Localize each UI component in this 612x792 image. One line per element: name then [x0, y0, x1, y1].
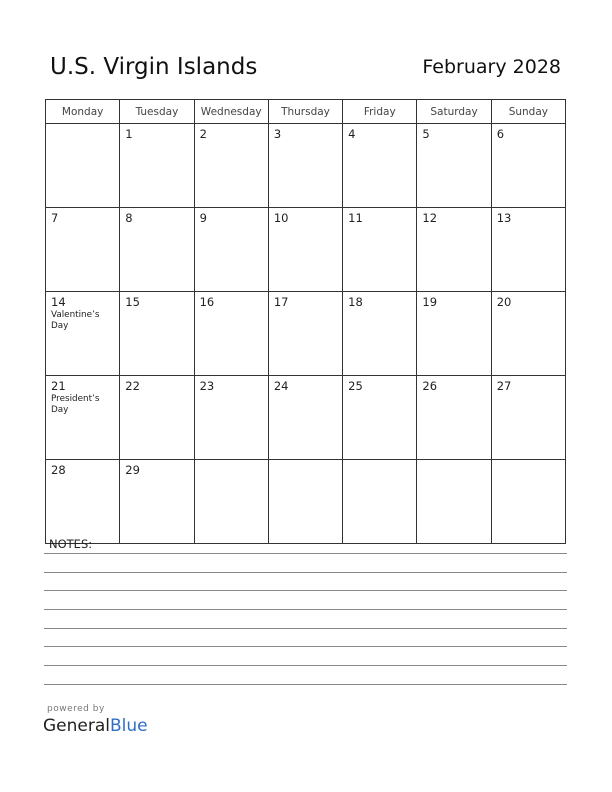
day-cell — [417, 460, 491, 544]
day-cell — [491, 124, 565, 208]
day-cell — [46, 124, 120, 208]
notes-label: NOTES: — [49, 537, 93, 551]
day-number: 6 — [496, 127, 505, 141]
day-cell — [343, 208, 417, 292]
weekday-sunday: Sunday — [491, 100, 565, 124]
day-number: 22 — [125, 379, 140, 393]
day-cell — [194, 292, 268, 376]
day-cell — [46, 460, 120, 544]
day-cell — [268, 292, 342, 376]
day-number: 15 — [125, 295, 140, 309]
day-number: 20 — [496, 295, 512, 309]
weekday-tuesday: Tuesday — [120, 100, 194, 124]
day-cell — [417, 376, 491, 460]
day-cell — [491, 460, 565, 544]
calendar-country-title: U.S. Virgin Islands — [50, 54, 258, 80]
weekday-friday: Friday — [343, 100, 417, 124]
note-line — [44, 665, 567, 666]
day-cell — [343, 460, 417, 544]
day-cell — [417, 292, 491, 376]
day-number: 13 — [496, 211, 512, 225]
generalblue-logo[interactable] — [43, 716, 148, 736]
day-number: 21 — [51, 379, 66, 393]
week-row — [46, 460, 566, 544]
note-line — [44, 628, 567, 629]
weekday-monday: Monday — [46, 100, 120, 124]
calendar-month-title: February 2028 — [422, 56, 561, 78]
note-line — [44, 590, 567, 591]
day-cell — [343, 376, 417, 460]
day-cell — [120, 376, 194, 460]
day-number: 25 — [348, 379, 363, 393]
day-cell — [417, 124, 491, 208]
day-number: 28 — [51, 463, 66, 477]
day-cell — [194, 124, 268, 208]
weekday-wednesday: Wednesday — [194, 100, 268, 124]
week-row — [46, 124, 566, 208]
week-row — [46, 292, 566, 376]
day-number: 17 — [273, 295, 289, 309]
day-cell — [194, 376, 268, 460]
day-cell — [417, 208, 491, 292]
note-line — [44, 572, 567, 573]
weekday-thursday: Thursday — [268, 100, 342, 124]
week-row — [46, 208, 566, 292]
day-number: 7 — [51, 211, 59, 225]
day-number: 10 — [273, 211, 289, 225]
day-cell — [268, 376, 342, 460]
weekday-header-row — [46, 100, 566, 124]
day-cell — [343, 124, 417, 208]
calendar-body — [46, 124, 566, 544]
day-number: 27 — [496, 379, 512, 393]
day-cell — [120, 124, 194, 208]
day-cell — [120, 292, 194, 376]
day-cell — [491, 376, 565, 460]
day-cell — [194, 208, 268, 292]
day-cell — [268, 124, 342, 208]
day-cell — [46, 376, 120, 460]
day-cell — [343, 292, 417, 376]
day-number: 5 — [422, 127, 430, 141]
day-number: 9 — [199, 211, 207, 225]
day-number: 16 — [199, 295, 215, 309]
day-cell — [120, 460, 194, 544]
day-number: 23 — [199, 379, 215, 393]
day-number: 19 — [422, 295, 438, 309]
day-cell — [46, 292, 120, 376]
day-number: 24 — [273, 379, 289, 393]
week-row — [46, 376, 566, 460]
brand-general-text: General — [43, 716, 110, 736]
day-number: 12 — [422, 211, 438, 225]
day-cell — [120, 208, 194, 292]
day-number: 8 — [125, 211, 133, 225]
day-cell — [268, 460, 342, 544]
day-number: 14 — [51, 295, 66, 309]
day-number: 26 — [422, 379, 438, 393]
calendar-grid — [45, 99, 566, 544]
weekday-saturday: Saturday — [417, 100, 491, 124]
note-line — [44, 609, 567, 610]
day-cell — [491, 208, 565, 292]
day-number: 29 — [125, 463, 140, 477]
day-cell — [268, 208, 342, 292]
powered-by-text: powered by — [47, 704, 105, 714]
note-line — [44, 646, 567, 647]
day-number: 11 — [348, 211, 363, 225]
brand-blue-text: Blue — [110, 716, 148, 736]
holiday-label: Valentine’s Day — [51, 310, 100, 331]
note-line — [44, 684, 567, 685]
day-number: 18 — [348, 295, 363, 309]
day-number: 1 — [125, 127, 133, 141]
day-cell — [46, 208, 120, 292]
day-number: 2 — [199, 127, 207, 141]
day-number: 3 — [273, 127, 282, 141]
day-cell — [194, 460, 268, 544]
day-cell — [491, 292, 565, 376]
holiday-label: President’s Day — [51, 394, 100, 415]
day-number: 4 — [348, 127, 356, 141]
note-line — [44, 553, 567, 554]
